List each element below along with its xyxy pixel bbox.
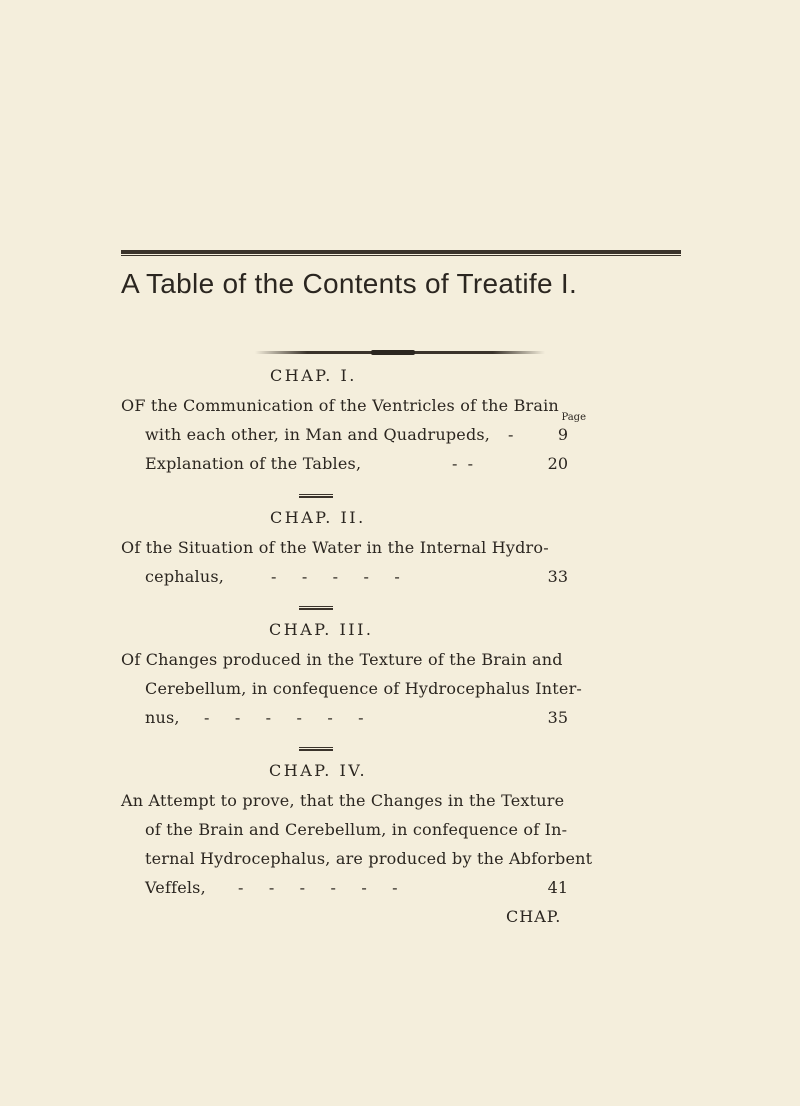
chapter-4-leader: - - - - - - (238, 878, 398, 897)
chapter-1-heading: CHAP. I. (270, 366, 357, 385)
top-double-rule (121, 250, 681, 256)
chapter-3-heading: CHAP. III. (269, 620, 374, 639)
chapter-1-page-2: 20 (547, 454, 568, 473)
chapter-3-page: 35 (547, 708, 568, 727)
chapter-1-page-1: 9 (557, 425, 568, 444)
chapter-4-line-4: Veffels, (145, 878, 206, 897)
chapter-1-leader-2: - - (452, 454, 473, 473)
chapter-separator (299, 606, 333, 610)
chapter-3-leader: - - - - - - (204, 708, 364, 727)
chapter-4-heading: CHAP. IV. (269, 761, 368, 780)
catchword: CHAP. (506, 907, 562, 926)
chapter-4-page: 41 (547, 878, 568, 897)
chapter-2-leader: - - - - - (271, 567, 400, 586)
chapter-1-line-1: OF the Communication of the Ventricles of the Brain (121, 396, 559, 415)
chapter-4-line-1: An Attempt to prove, that the Changes in the Texture (121, 791, 565, 810)
page-title: A Table of the Contents of Treatife I. (121, 268, 578, 299)
chapter-1-line-3: Explanation of the Tables, (145, 454, 362, 473)
title-ornament-rule (255, 351, 545, 354)
chapter-2-line-1: Of the Situation of the Water in the Internal Hydro- (121, 538, 549, 557)
chapter-2-page: 33 (547, 567, 568, 586)
chapter-3-line-2: Cerebellum, in confequence of Hydrocephalus Inter- (145, 679, 583, 698)
chapter-4-line-3: ternal Hydrocephalus, are produced by the Abforbent (145, 849, 593, 868)
chapter-3-line-1: Of Changes produced in the Texture of the Brain and (121, 650, 563, 669)
chapter-1-line-2: with each other, in Man and Quadrupeds, (145, 425, 491, 444)
chapter-2-line-2: cephalus, (145, 567, 225, 586)
chapter-separator (299, 747, 333, 751)
chapter-2-heading: CHAP. II. (270, 508, 366, 527)
chapter-1-leader-1: - (508, 425, 514, 444)
chapter-separator (299, 494, 333, 498)
chapter-3-line-3: nus, (145, 708, 180, 727)
chapter-4-line-2: of the Brain and Cerebellum, in confequence of In- (145, 820, 568, 839)
page-column-label: Page (561, 412, 586, 423)
